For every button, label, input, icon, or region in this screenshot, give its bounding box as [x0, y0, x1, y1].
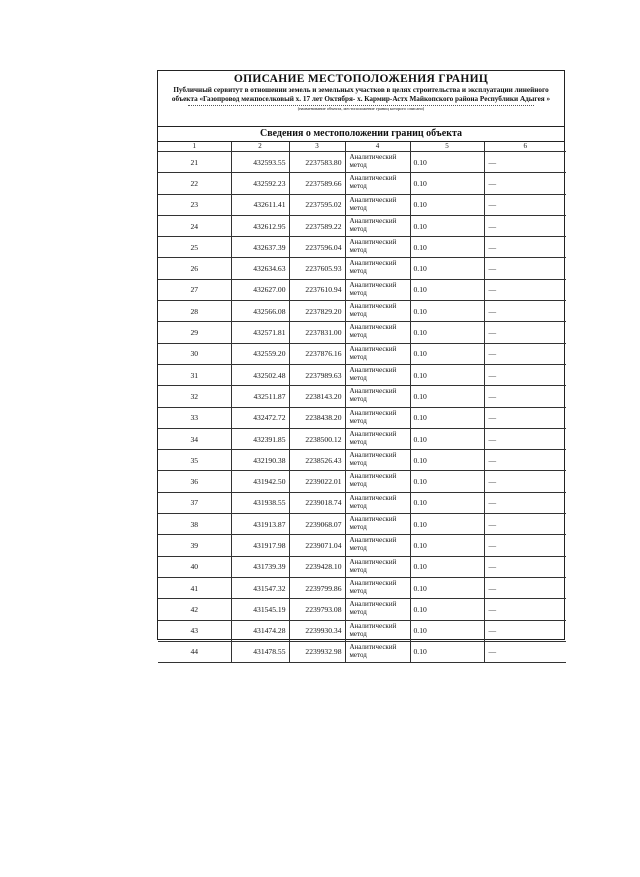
method-cell: Аналитический метод — [345, 514, 410, 535]
method-cell: Аналитический метод — [345, 258, 410, 279]
method-cell: Аналитический метод — [345, 343, 410, 364]
table-row — [158, 301, 566, 322]
method-cell: Аналитический метод — [345, 152, 410, 173]
point-number-cell: 31 — [158, 364, 231, 385]
y-coordinate-cell: 2238526.43 — [289, 450, 345, 471]
point-number-cell: 38 — [158, 514, 231, 535]
y-coordinate-cell: 2238438.20 — [289, 407, 345, 428]
description-cell: — — [484, 428, 566, 449]
y-coordinate-cell: 2237829.20 — [289, 301, 345, 322]
x-coordinate-cell: 431547.32 — [231, 577, 289, 598]
x-coordinate-cell: 432391.85 — [231, 428, 289, 449]
method-cell: Аналитический метод — [345, 279, 410, 300]
x-coordinate-cell: 431474.28 — [231, 620, 289, 641]
y-coordinate-cell: 2239428.10 — [289, 556, 345, 577]
y-coordinate-cell: 2237831.00 — [289, 322, 345, 343]
description-cell: — — [484, 492, 566, 513]
point-number-cell: 39 — [158, 535, 231, 556]
point-number-cell: 22 — [158, 173, 231, 194]
description-cell: — — [484, 343, 566, 364]
subtitle-note: (наименование объекта, местоположение границ которого описано) — [188, 105, 534, 111]
y-coordinate-cell: 2237876.16 — [289, 343, 345, 364]
method-cell: Аналитический метод — [345, 237, 410, 258]
y-coordinate-cell: 2239932.98 — [289, 641, 345, 662]
y-coordinate-cell: 2237596.04 — [289, 237, 345, 258]
table-row — [158, 471, 566, 492]
x-coordinate-cell: 432511.87 — [231, 386, 289, 407]
y-coordinate-cell: 2237589.22 — [289, 215, 345, 236]
table-row — [158, 364, 566, 385]
x-coordinate-cell: 432611.41 — [231, 194, 289, 215]
table-row — [158, 514, 566, 535]
x-coordinate-cell: 432472.72 — [231, 407, 289, 428]
y-coordinate-cell: 2239022.01 — [289, 471, 345, 492]
method-cell: Аналитический метод — [345, 450, 410, 471]
table-row — [158, 450, 566, 471]
accuracy-cell: 0.10 — [410, 492, 484, 513]
point-number-cell: 28 — [158, 301, 231, 322]
method-cell: Аналитический метод — [345, 492, 410, 513]
x-coordinate-cell: 432566.08 — [231, 301, 289, 322]
method-cell: Аналитический метод — [345, 194, 410, 215]
description-cell: — — [484, 386, 566, 407]
point-number-cell: 37 — [158, 492, 231, 513]
x-coordinate-cell: 431938.55 — [231, 492, 289, 513]
description-cell: — — [484, 620, 566, 641]
accuracy-cell: 0.10 — [410, 407, 484, 428]
column-header-2: 2 — [231, 142, 289, 152]
x-coordinate-cell: 432592.23 — [231, 173, 289, 194]
accuracy-cell: 0.10 — [410, 173, 484, 194]
table-row — [158, 152, 566, 173]
table-row — [158, 322, 566, 343]
y-coordinate-cell: 2239071.04 — [289, 535, 345, 556]
x-coordinate-cell: 431545.19 — [231, 599, 289, 620]
section-title: Сведения о местоположении границ объекта — [158, 127, 564, 142]
x-coordinate-cell: 432627.00 — [231, 279, 289, 300]
y-coordinate-cell: 2237589.66 — [289, 173, 345, 194]
accuracy-cell: 0.10 — [410, 343, 484, 364]
y-coordinate-cell: 2239018.74 — [289, 492, 345, 513]
column-header-5: 5 — [410, 142, 484, 152]
description-cell: — — [484, 279, 566, 300]
x-coordinate-cell: 432571.81 — [231, 322, 289, 343]
point-number-cell: 30 — [158, 343, 231, 364]
table-row — [158, 173, 566, 194]
x-coordinate-cell: 432634.63 — [231, 258, 289, 279]
point-number-cell: 35 — [158, 450, 231, 471]
x-coordinate-cell: 432502.48 — [231, 364, 289, 385]
table-row — [158, 620, 566, 641]
table-row — [158, 407, 566, 428]
accuracy-cell: 0.10 — [410, 258, 484, 279]
x-coordinate-cell: 432190.38 — [231, 450, 289, 471]
method-cell: Аналитический метод — [345, 556, 410, 577]
accuracy-cell: 0.10 — [410, 620, 484, 641]
point-number-cell: 34 — [158, 428, 231, 449]
y-coordinate-cell: 2237605.93 — [289, 258, 345, 279]
point-number-cell: 42 — [158, 599, 231, 620]
description-cell: — — [484, 407, 566, 428]
x-coordinate-cell: 431478.55 — [231, 641, 289, 662]
y-coordinate-cell: 2238143.20 — [289, 386, 345, 407]
accuracy-cell: 0.10 — [410, 599, 484, 620]
coordinates-table — [158, 142, 566, 663]
method-cell: Аналитический метод — [345, 641, 410, 662]
method-cell: Аналитический метод — [345, 301, 410, 322]
document-header — [158, 71, 564, 127]
description-cell: — — [484, 450, 566, 471]
description-cell: — — [484, 514, 566, 535]
accuracy-cell: 0.10 — [410, 514, 484, 535]
column-header-1: 1 — [158, 142, 231, 152]
description-cell: — — [484, 535, 566, 556]
table-row — [158, 237, 566, 258]
point-number-cell: 26 — [158, 258, 231, 279]
method-cell: Аналитический метод — [345, 599, 410, 620]
accuracy-cell: 0.10 — [410, 322, 484, 343]
description-cell: — — [484, 258, 566, 279]
method-cell: Аналитический метод — [345, 322, 410, 343]
accuracy-cell: 0.10 — [410, 237, 484, 258]
method-cell: Аналитический метод — [345, 364, 410, 385]
y-coordinate-cell: 2239930.34 — [289, 620, 345, 641]
x-coordinate-cell: 431913.87 — [231, 514, 289, 535]
description-cell: — — [484, 556, 566, 577]
point-number-cell: 43 — [158, 620, 231, 641]
method-cell: Аналитический метод — [345, 407, 410, 428]
table-row — [158, 599, 566, 620]
table-body — [158, 152, 566, 663]
point-number-cell: 33 — [158, 407, 231, 428]
description-cell: — — [484, 215, 566, 236]
method-cell: Аналитический метод — [345, 215, 410, 236]
accuracy-cell: 0.10 — [410, 535, 484, 556]
description-cell: — — [484, 237, 566, 258]
description-cell: — — [484, 322, 566, 343]
description-cell: — — [484, 364, 566, 385]
y-coordinate-cell: 2237989.63 — [289, 364, 345, 385]
point-number-cell: 41 — [158, 577, 231, 598]
x-coordinate-cell: 431917.98 — [231, 535, 289, 556]
table-header-row — [158, 142, 566, 152]
y-coordinate-cell: 2237583.80 — [289, 152, 345, 173]
x-coordinate-cell: 431942.50 — [231, 471, 289, 492]
y-coordinate-cell: 2239799.86 — [289, 577, 345, 598]
x-coordinate-cell: 432637.39 — [231, 237, 289, 258]
description-cell: — — [484, 152, 566, 173]
x-coordinate-cell: 432612.95 — [231, 215, 289, 236]
point-number-cell: 25 — [158, 237, 231, 258]
point-number-cell: 36 — [158, 471, 231, 492]
column-header-6: 6 — [484, 142, 566, 152]
description-cell: — — [484, 471, 566, 492]
point-number-cell: 32 — [158, 386, 231, 407]
method-cell: Аналитический метод — [345, 471, 410, 492]
accuracy-cell: 0.10 — [410, 556, 484, 577]
y-coordinate-cell: 2237610.94 — [289, 279, 345, 300]
document-title: ОПИСАНИЕ МЕСТОПОЛОЖЕНИЯ ГРАНИЦ — [233, 73, 489, 85]
method-cell: Аналитический метод — [345, 535, 410, 556]
point-number-cell: 23 — [158, 194, 231, 215]
y-coordinate-cell: 2239793.08 — [289, 599, 345, 620]
column-header-3: 3 — [289, 142, 345, 152]
table-row — [158, 428, 566, 449]
column-header-4: 4 — [345, 142, 410, 152]
table-row — [158, 194, 566, 215]
description-cell: — — [484, 301, 566, 322]
x-coordinate-cell: 432559.20 — [231, 343, 289, 364]
description-cell: — — [484, 173, 566, 194]
point-number-cell: 29 — [158, 322, 231, 343]
y-coordinate-cell: 2239068.07 — [289, 514, 345, 535]
table-row — [158, 492, 566, 513]
point-number-cell: 40 — [158, 556, 231, 577]
accuracy-cell: 0.10 — [410, 428, 484, 449]
y-coordinate-cell: 2238500.12 — [289, 428, 345, 449]
description-cell: — — [484, 599, 566, 620]
accuracy-cell: 0.10 — [410, 471, 484, 492]
accuracy-cell: 0.10 — [410, 641, 484, 662]
table-row — [158, 258, 566, 279]
point-number-cell: 44 — [158, 641, 231, 662]
table-row — [158, 215, 566, 236]
accuracy-cell: 0.10 — [410, 450, 484, 471]
table-row — [158, 577, 566, 598]
description-cell: — — [484, 577, 566, 598]
accuracy-cell: 0.10 — [410, 301, 484, 322]
boundary-description-sheet — [157, 70, 565, 659]
description-cell: — — [484, 641, 566, 662]
accuracy-cell: 0.10 — [410, 279, 484, 300]
description-cell: — — [484, 194, 566, 215]
point-number-cell: 21 — [158, 152, 231, 173]
method-cell: Аналитический метод — [345, 428, 410, 449]
y-coordinate-cell: 2237595.02 — [289, 194, 345, 215]
x-coordinate-cell: 431739.39 — [231, 556, 289, 577]
table-row — [158, 641, 566, 662]
accuracy-cell: 0.10 — [410, 364, 484, 385]
point-number-cell: 27 — [158, 279, 231, 300]
method-cell: Аналитический метод — [345, 173, 410, 194]
method-cell: Аналитический метод — [345, 620, 410, 641]
accuracy-cell: 0.10 — [410, 386, 484, 407]
table-row — [158, 556, 566, 577]
accuracy-cell: 0.10 — [410, 215, 484, 236]
table-row — [158, 386, 566, 407]
table-row — [158, 279, 566, 300]
accuracy-cell: 0.10 — [410, 152, 484, 173]
method-cell: Аналитический метод — [345, 386, 410, 407]
document-subtitle: Публичный сервитут в отношении земель и земельных участков в целях строительства и эксплуатации линейного объекта «Газопровод межпоселковый х. 17 лет Октября- х. Кармир-Астх Майкопского района Республики Адыгея » — [171, 86, 551, 103]
x-coordinate-cell: 432593.55 — [231, 152, 289, 173]
point-number-cell: 24 — [158, 215, 231, 236]
accuracy-cell: 0.10 — [410, 194, 484, 215]
table-row — [158, 343, 566, 364]
accuracy-cell: 0.10 — [410, 577, 484, 598]
table-row — [158, 535, 566, 556]
method-cell: Аналитический метод — [345, 577, 410, 598]
